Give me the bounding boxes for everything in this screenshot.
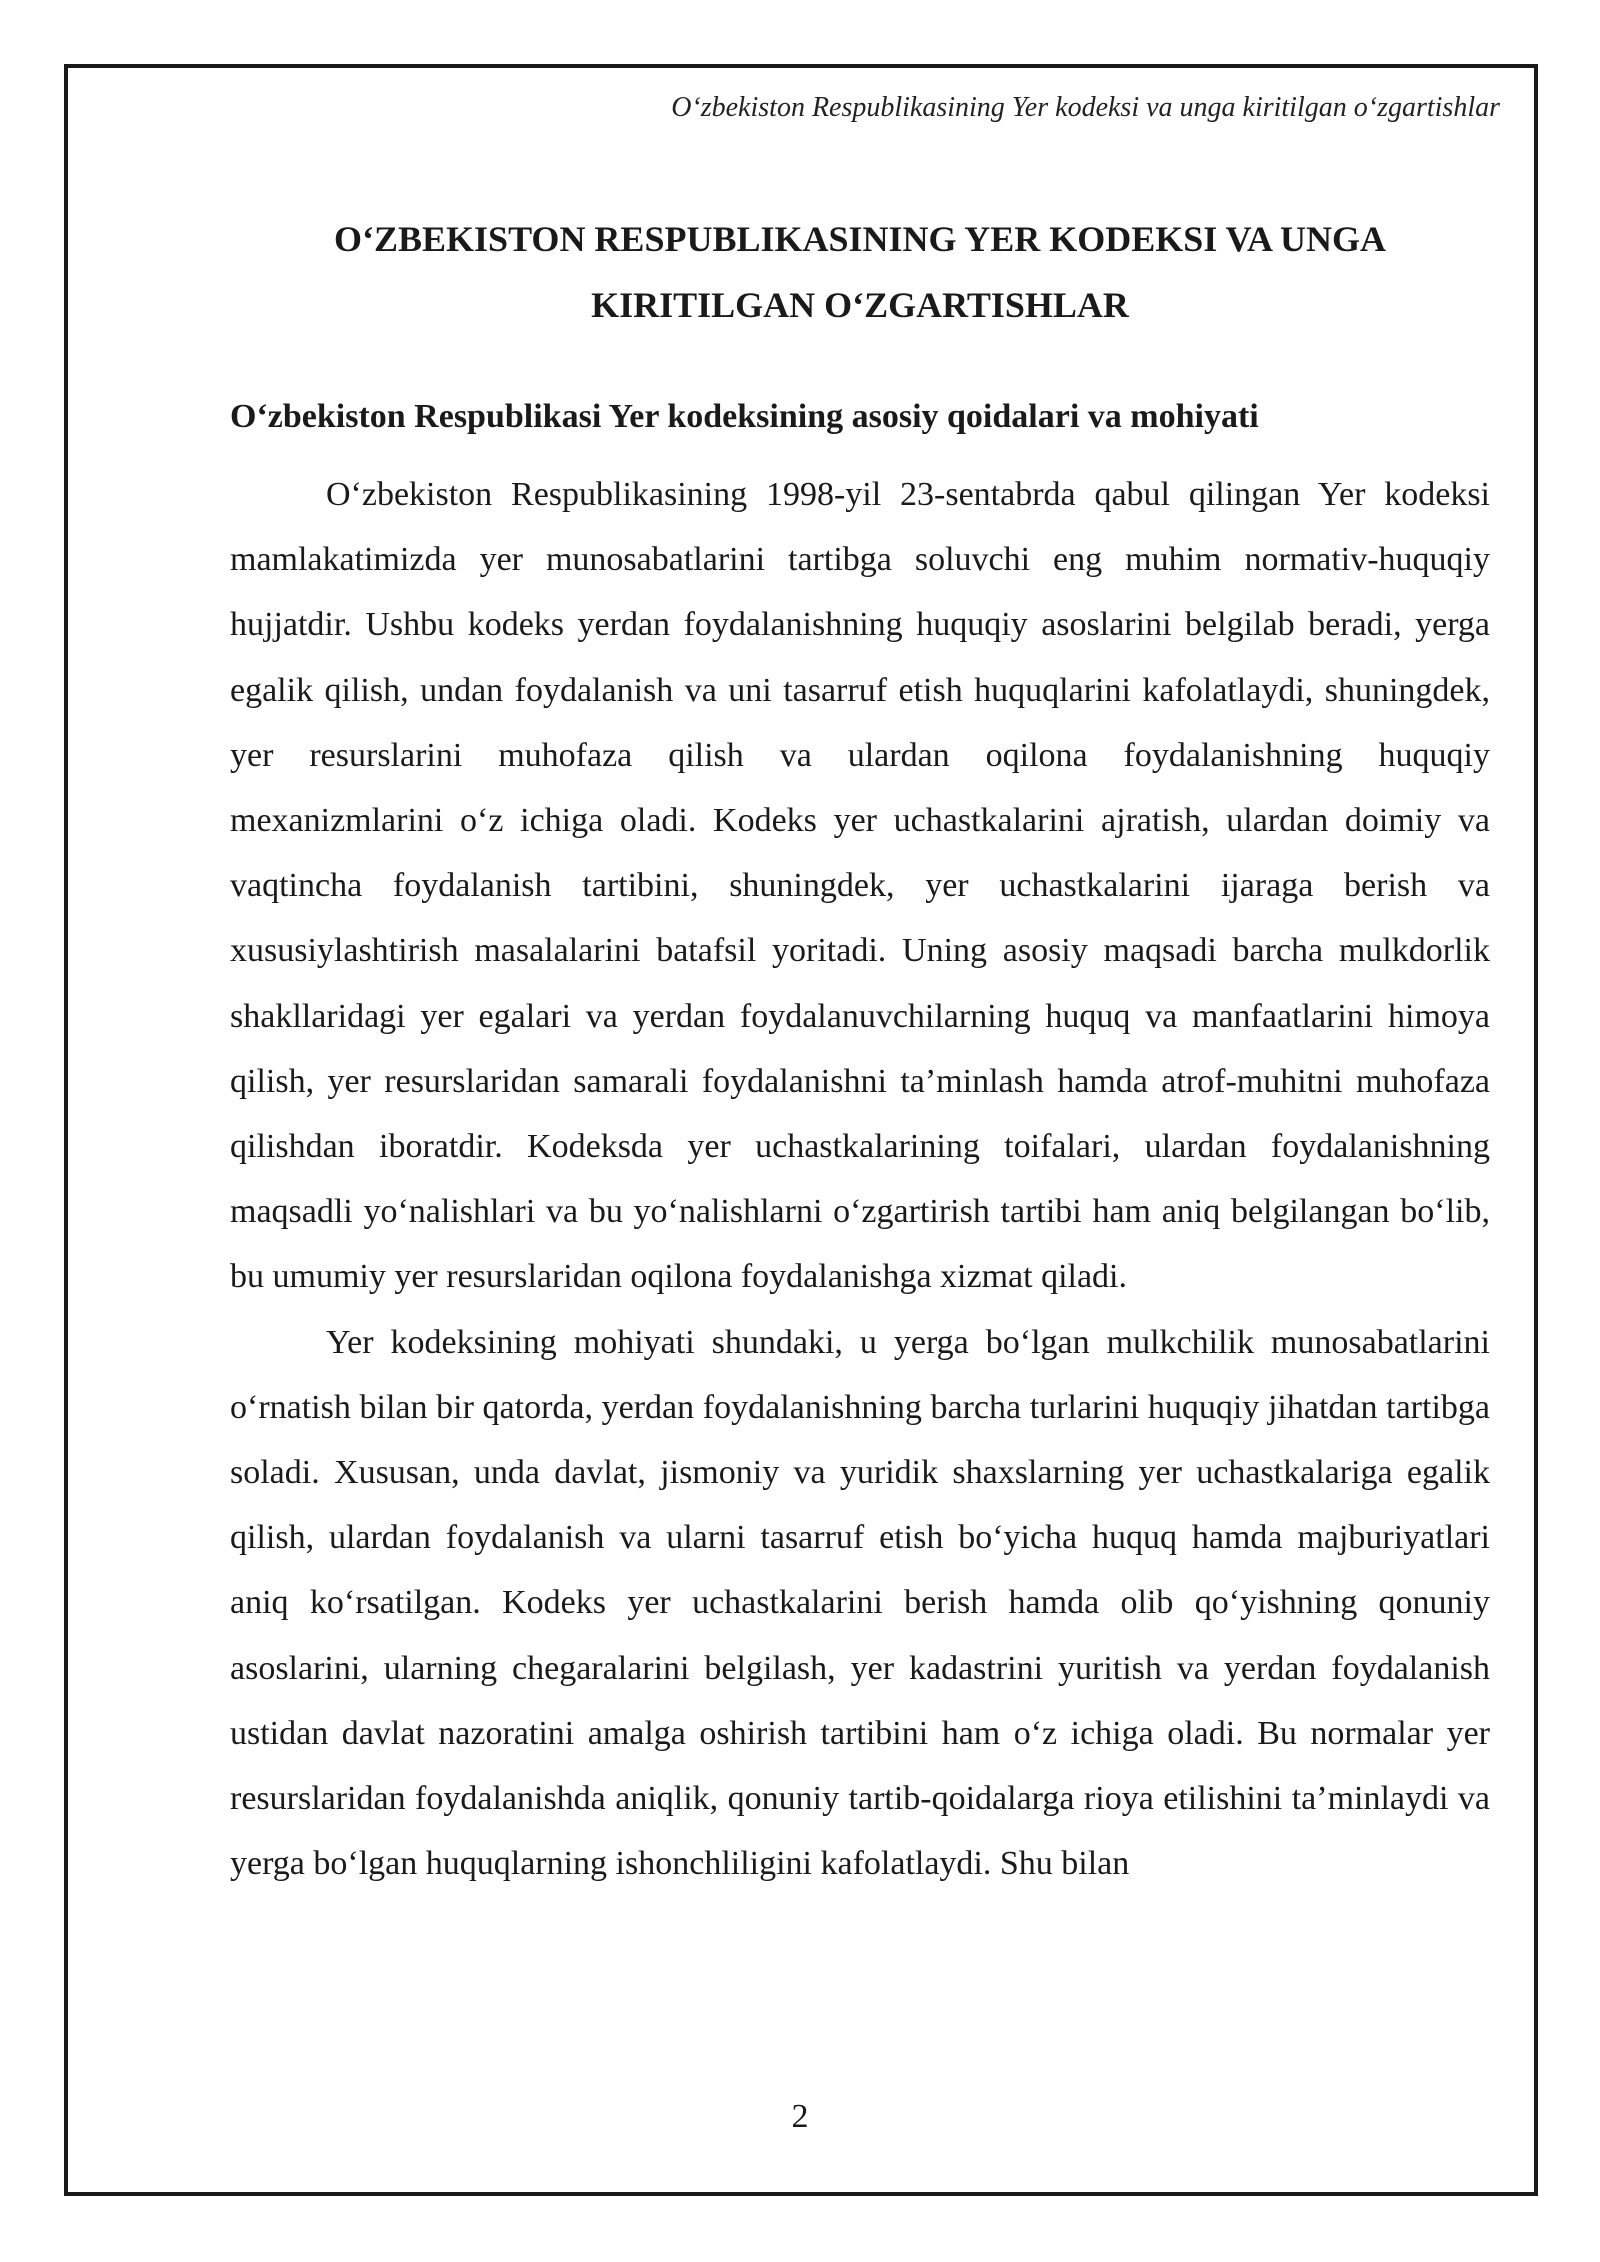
section-heading: O‘zbekiston Respublikasi Yer kodeksining asosiy qoidalari va mohiyati xyxy=(230,398,1259,435)
document-title-line-2: KIRITILGAN O‘ZGARTISHLAR xyxy=(591,285,1129,325)
document-title xyxy=(230,206,1490,338)
paragraph-1: O‘zbekiston Respublikasining 1998-yil 23-sentabrda qabul qilingan Yer kodeksi mamlakatimizda yer munosabatlarini tartibga soluvchi eng muhim normativ-huquqiy hujjatdir. Ushbu kodeks yerdan foydalanishning huquqiy asoslarini belgilab beradi, yerga egalik qilish, undan foydalanish va uni tasarruf etish huquqlarini kafolatlaydi, shuningdek, yer resurslarini muhofaza qilish va ulardan oqilona foydalanishning huquqiy mexanizmlarini o‘z ichiga oladi. Kodeks yer uchastkalarini ajratish, ulardan doimiy va vaqtincha foydalanish tartibini, shuningdek, yer uchastkalarini ijaraga berish va xususiylashtirish masalalarini batafsil yoritadi. Uning asosiy maqsadi barcha mulkdorlik shakllaridagi yer egalari va yerdan foydalanuvchilarning huquq va manfaatlarini himoya qilish, yer resurslaridan samarali foydalanishni ta’minlash hamda atrof-muhitni muhofaza qilishdan iboratdir. Kodeksda yer uchastkalarining toifalari, ulardan foydalanishning maqsadli yo‘nalishlari va bu yo‘nalishlarni o‘zgartirish tartibi ham aniq belgilangan bo‘lib, bu umumiy yer resurslaridan oqilona foydalanishga xizmat qiladi. xyxy=(230,476,1490,1296)
document-title-line-1: O‘ZBEKISTON RESPUBLIKASINING YER KODEKSI VA UNGA xyxy=(334,219,1386,259)
body-text xyxy=(230,462,1490,1896)
running-header: O‘zbekiston Respublikasining Yer kodeksi va unga kiritilgan o‘zgartishlar xyxy=(671,92,1500,123)
paragraph-2: Yer kodeksining mohiyati shundaki, u yerga bo‘lgan mulkchilik munosabatlarini o‘rnatish bilan bir qatorda, yerdan foydalanishning barcha turlarini huquqiy jihatdan tartibga soladi. Xususan, unda davlat, jismoniy va yuridik shaxslarning yer uchastkalariga egalik qilish, ulardan foydalanish va ularni tasarruf etish bo‘yicha huquq hamda majburiyatlari aniq ko‘rsatilgan. Kodeks yer uchastkalarini berish hamda olib qo‘yishning qonuniy asoslarini, ularning chegaralarini belgilash, yer kadastrini yuritish va yerdan foydalanish ustidan davlat nazoratini amalga oshirish tartibini ham o‘z ichiga oladi. Bu normalar yer resurslaridan foydalanishda aniqlik, qonuniy tartib-qoidalarga rioya etilishini ta’minlaydi va yerga bo‘lgan huquqlarning ishonchliligini kafolatlaydi. Shu bilan xyxy=(230,1323,1490,1883)
page-number: 2 xyxy=(791,2098,809,2135)
